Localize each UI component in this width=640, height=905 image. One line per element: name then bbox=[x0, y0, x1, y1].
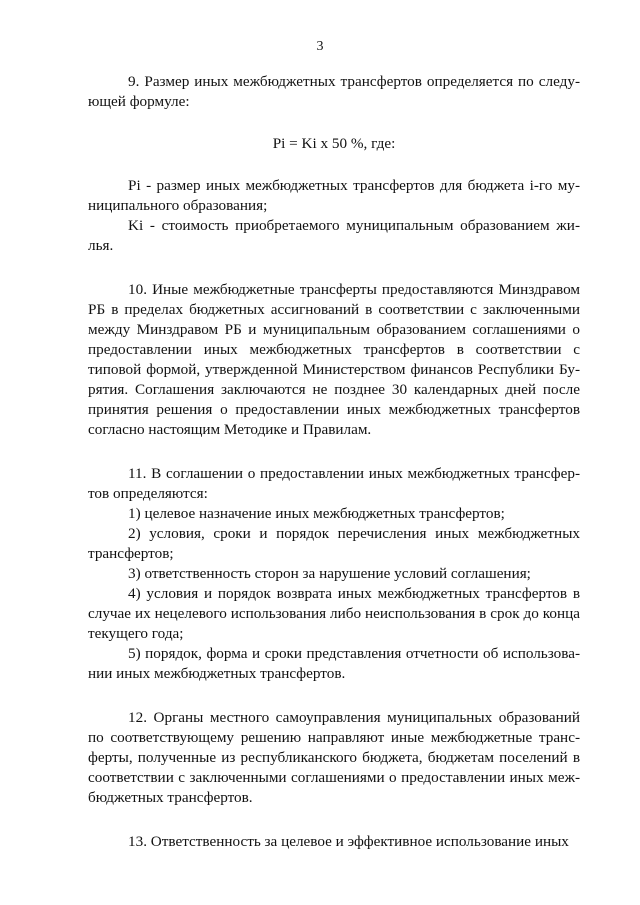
list-item-3: 3) ответственность сторон за нарушение условий соглашения; bbox=[128, 565, 531, 582]
list-item-2: 2) условия, сроки и порядок перечисления иных межбюджетных трансфертов; bbox=[88, 525, 580, 562]
definition-pi: Pi - размер иных межбюджетных трансфертов для бюджета i-го муниципального образования; bbox=[88, 177, 580, 214]
list-item-1: 1) целевое назначение иных межбюджетных трансфертов; bbox=[128, 505, 505, 522]
document-body bbox=[88, 72, 580, 852]
paragraph-11-intro: 11. В соглашении о предоставлении иных межбюджетных трансфертов определяются: bbox=[88, 465, 580, 502]
paragraph-13: 13. Ответственность за целевое и эффективное использование иных bbox=[128, 833, 569, 850]
list-item-5: 5) порядок, форма и сроки представления отчетности об использовании иных межбюджетных трансфертов. bbox=[88, 645, 580, 682]
page-number: 3 bbox=[316, 39, 324, 54]
paragraph-12: 12. Органы местного самоуправления муниципальных образований по соответствующему решению направляют иные межбюджетные трансферты, полученные из республиканского бюджета, бюджетам поселений в соответствии с заключенными соглашениями о предоставлении иных межбюджетных трансфертов. bbox=[88, 709, 580, 806]
list-item-4: 4) условия и порядок возврата иных межбюджетных трансфертов в случае их нецелевого использования либо неиспользования в срок до конца текущего года; bbox=[88, 585, 580, 642]
formula: Pi = Ki x 50 %, где: bbox=[272, 135, 396, 152]
paragraph-10: 10. Иные межбюджетные трансферты предоставляются Минздравом РБ в пределах бюджетных ассигнований в соответствии с заключенными между Минздравом РБ и муниципальным образованием соглашениями о предоставлении иных межбюджетных трансфертов в соответствии с типовой формой, утвержденной Министерством финансов Республики Бурятия. Соглашения заключаются не позднее 30 календарных дней после принятия решения о предоставлении иных межбюджетных трансфертов согласно настоящим Методике и Правилам. bbox=[88, 281, 580, 438]
paragraph-9: 9. Размер иных межбюджетных трансфертов определяется по следующей формуле: bbox=[88, 73, 580, 110]
definition-ki: Ki - стоимость приобретаемого муниципальным образованием жилья. bbox=[88, 217, 580, 254]
